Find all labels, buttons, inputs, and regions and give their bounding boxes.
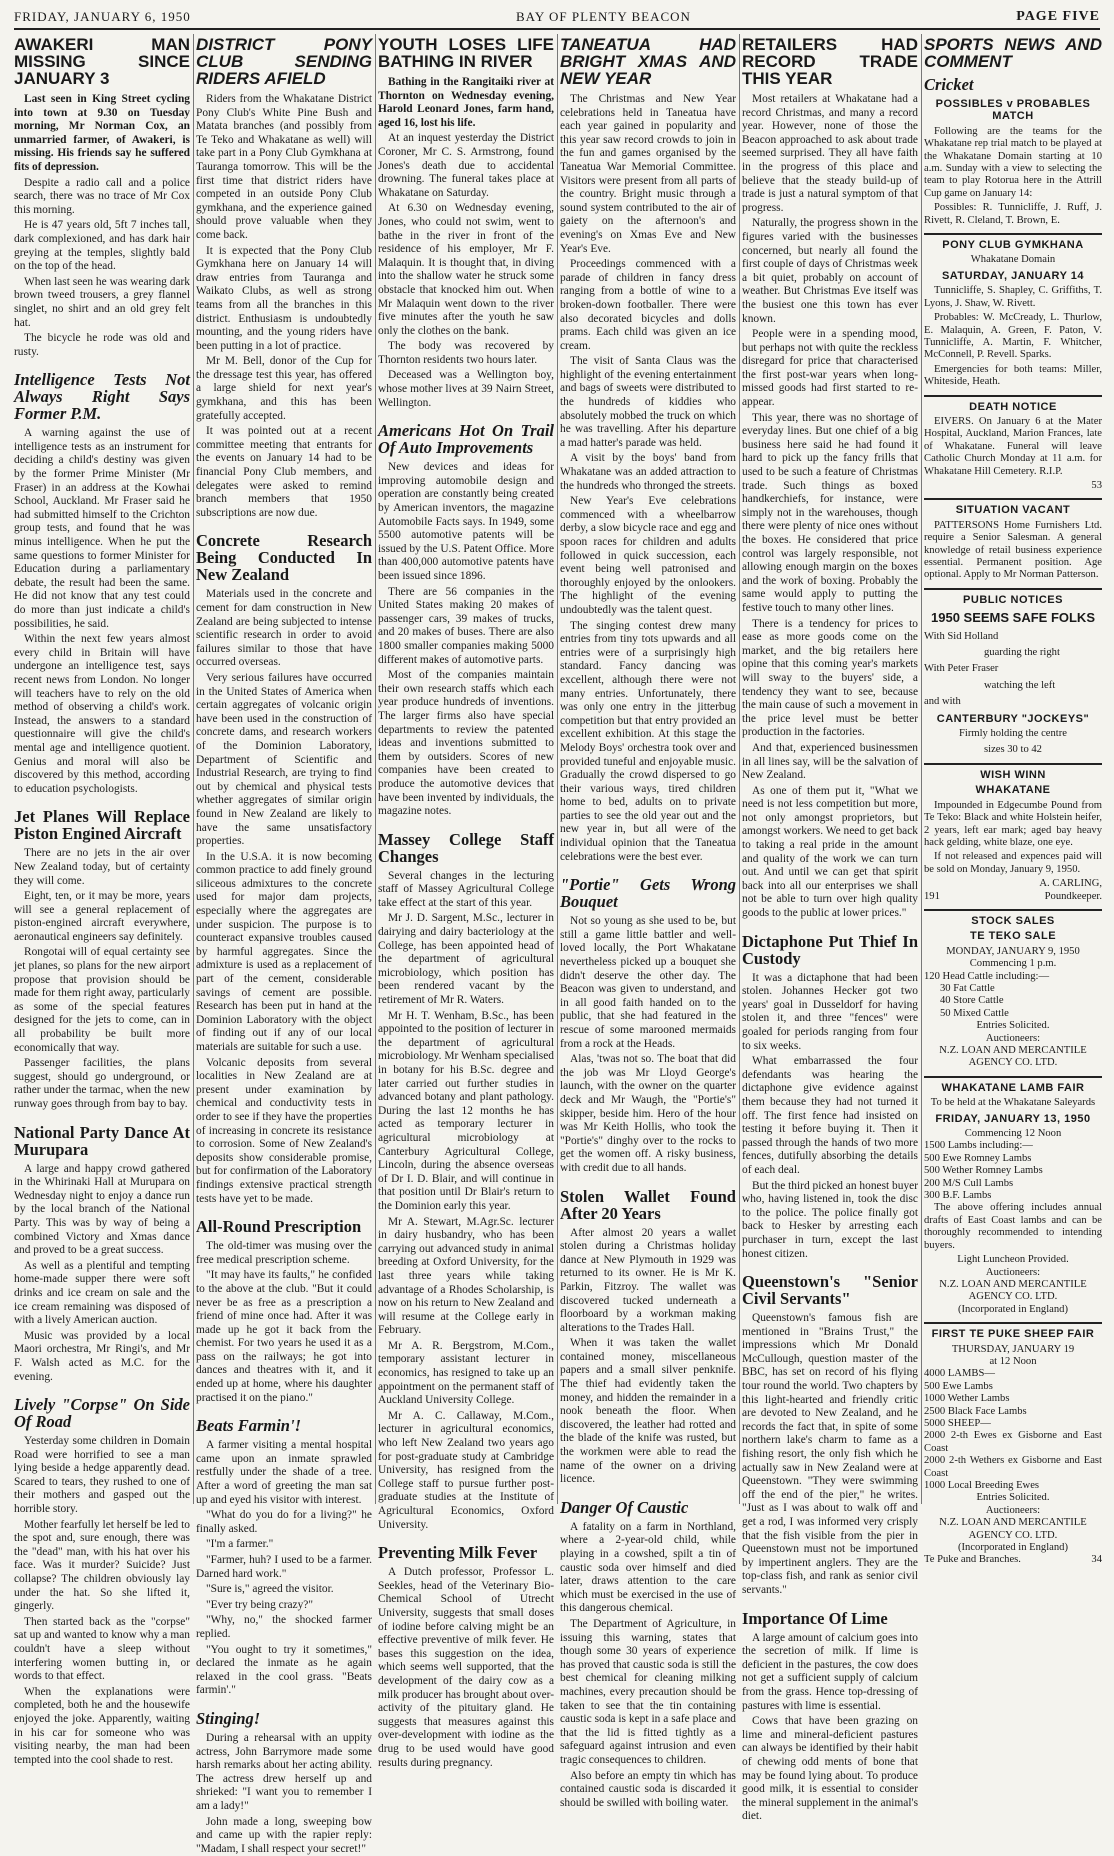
ad-line: guarding the right	[924, 647, 1102, 659]
list-item: 500 Ewe Lambs	[924, 1381, 1102, 1393]
signature-row	[924, 891, 1102, 903]
sale-time: Commencing 1 p.m.	[924, 958, 1102, 970]
list-item: 1000 Local Breeding Ewes	[924, 1480, 1102, 1492]
headline: Dictaphone Put Thief In Custody	[742, 933, 918, 967]
paragraph: A visit by the boys' band from Whakatane was an added attraction to the hundreds who thronged the streets.	[560, 452, 736, 493]
paragraph: There are 56 companies in the United States making 20 makes of passenger cars, 39 makes of trucks, and 20 makes of buses. There are also 1800 smaller companies making 5000 different makes of automotive parts.	[378, 586, 554, 668]
column-rule	[375, 34, 376, 1504]
headline: Queenstown's "Senior Civil Servants"	[742, 1273, 918, 1307]
list-item: 2000 2-th Ewes ex Gisborne and East Coast	[924, 1430, 1102, 1455]
sale-list	[924, 971, 1102, 1021]
ad-number: 191	[924, 891, 940, 903]
paragraph: Proceedings commenced with a parade of children in fancy dress ranging from a bottle of wine to a broken-down footballer. There were also decorated bicycles and dolls prams. Each child was given an ice cream.	[560, 258, 736, 353]
issue-date: FRIDAY, JANUARY 6, 1950	[14, 9, 191, 25]
headline: Intelligence Tests Not Always Right Says Former P.M.	[14, 371, 190, 422]
paragraph: Most retailers at Whakatane had a record Christmas, and many a record year. However, none of those the Beacon approached to ask about trade seemed surprised. They all have faith in the progress of this place and believe that the steady build-up of trade is just a natural symptom of that progress.	[742, 93, 918, 215]
page-number: PAGE FIVE	[1016, 9, 1100, 25]
paragraph: Rongotai will of equal certainty see jet planes, so plans for the new airport propose that provision should be made for them right away, particularly as some of the special features designed for the jets to come, can in all probability be built more economically that way.	[14, 946, 190, 1055]
paragraph: "Farmer, huh? I used to be a farmer. Darned hard work."	[196, 1554, 372, 1581]
paragraph: Most of the companies maintain their own research staffs which each year produce hundreds of inventions. The larger firms also have special departments to review the patented ideas and inventions submitted to them by outsiders. Scores of new companies have been created to produce the automotive devices that have been invented by individuals, the magazine notes.	[378, 669, 554, 819]
column-6	[924, 34, 1102, 1504]
headline: Importance Of Lime	[742, 1610, 918, 1627]
ad-line: Entries Solicited.	[924, 1492, 1102, 1504]
paragraph: Possibles: R. Tunnicliffe, J. Ruff, J. Rivett, R. Cleland, T. Brown, E.	[924, 202, 1102, 227]
list-item: 2500 Black Face Lambs	[924, 1406, 1102, 1418]
column-1	[14, 34, 190, 1504]
sale-date: FRIDAY, JANUARY 13, 1950	[924, 1113, 1102, 1125]
paragraph: When the explanations were completed, both he and the housewife enjoyed the joke. Apparently, waiting in his car for someone who was visiting nearby, the man had been tempted into the cool shade to rest.	[14, 1686, 190, 1768]
paragraph: During a rehearsal with an uppity actress, John Barrymore made some harsh remarks about her acting ability. The actress drew herself up and shrieked: "I want you to remember I am a lady!"	[196, 1732, 372, 1814]
column-4	[560, 34, 736, 1504]
paragraph: There are no jets in the air over New Zealand today, but of certainty they will come.	[14, 847, 190, 888]
headline: Americans Hot On Trail Of Auto Improvements	[378, 422, 554, 456]
box-subheading: WHAKATANE	[924, 784, 1102, 796]
paragraph: Alas, 'twas not so. The boat that did the job was Mr Lloyd George's launch, with the owner on the quarter deck and Mr Waugh, the "Portie's" skipper, beside him. Hero of the hour was Mr Keith Hollis, who took the "Portie's" dinghy over to the rocks to get the women off. A risky business, with credit due to all hands.	[560, 1053, 736, 1175]
paragraph: A large amount of calcium goes into the secretion of milk. If lime is deficient in the pastures, the cow does not get a sufficient supply of calcium from the grass. Hence top-dressing of pastures with lime is essential.	[742, 1632, 918, 1714]
column-rule	[193, 34, 194, 1504]
paragraph: The body was recovered by Thornton residents two hours later.	[378, 340, 554, 367]
paper-name: BAY OF PLENTY BEACON	[516, 9, 691, 25]
headline: "Portie" Gets Wrong Bouquet	[560, 876, 736, 910]
paragraph: "I'm a farmer."	[196, 1538, 372, 1552]
box-heading: STOCK SALES	[924, 915, 1102, 927]
paragraph: Impounded in Edgecumbe Pound from Te Teko: Black and white Holstein heifer, 2 years, left ear mark; aged bay heavy hack gelding, white blaze, one eye.	[924, 800, 1102, 850]
paragraph: "Why, no," the shocked farmer replied.	[196, 1614, 372, 1641]
list-item: 1000 Wether Lambs	[924, 1393, 1102, 1405]
divider	[924, 1322, 1102, 1324]
paragraph: When it was taken the wallet contained money, miscellaneous papers and a small silver penknife. The thief had evidently taken the money, and hidden the remainder in a nook beneath the floor. When discovered, the leather had rotted and the blade of the knife was rusted, but the workmen were able to read the name of the owner on a driving licence.	[560, 1337, 736, 1487]
paragraph: Mr J. D. Sargent, M.Sc., lecturer in dairying and dairy bacteriology at the College, has been appointed head of the department of agricultural microbiology, which position has been rendered vacant by the retirement of Mr R. Waters.	[378, 912, 554, 1007]
paragraph: There is a tendency for prices to ease as more goods come on the market, and the big retailers here opine that this coming year's markets will sway to the buyers' side, a tendency they want to see, because the main cause of such a movement in the price level must be better production in the factories.	[742, 618, 918, 740]
paragraph: What embarrassed the four defendants was hearing the dictaphone give evidence against them because they had not turned it off. The first fence had insisted on testing it before buying it. Then it passed through the hands of two more fences, dutifully absorbing the details of each deal.	[742, 1055, 918, 1177]
lead-paragraph: Last seen in King Street cycling into town at 9.30 on Tuesday morning, Mr Norman Cox, an unmarried farmer, of Awakeri, is missing. His friends say he suffered fits of depression.	[14, 93, 190, 175]
divider	[924, 1076, 1102, 1078]
ad-number: 34	[1091, 1554, 1102, 1566]
paragraph: Mr A. R. Bergstrom, M.Com., temporary assistant lecturer in economics, has resigned to take up an appointment on the permanent staff of Auckland University College.	[378, 1340, 554, 1408]
paragraph: Mr M. Bell, donor of the Cup for the dressage test this year, has offered a large shield for next year's gymkhana, and this has been gratefully accepted.	[196, 355, 372, 423]
paragraph: Probables: W. McCready, L. Thurlow, E. Malaquin, A. Green, F. Paton, V. Tunnicliffe, A. Martin, F. Whitcher, McConnell, P. Revell. Sparks.	[924, 312, 1102, 362]
paragraph: Also before an empty tin which has contained caustic soda is discarded it should be swilled with boiling water.	[560, 1770, 736, 1811]
ad-line: Firmly holding the centre	[924, 728, 1102, 740]
paragraph: After almost 20 years a wallet stolen during a Christmas holiday dance at New Plymouth in 1929 was returned to its owner. He is Mr K. Parkin, Fitzroy. The wallet was discovered tucked underneath a floorboard by a workman making alterations to the Trades Hall.	[560, 1227, 736, 1336]
ad-line: Auctioneers:	[924, 1267, 1102, 1279]
ad-line: Te Puke and Branches.	[924, 1554, 1021, 1566]
box-heading: PONY CLUB GYMKHANA	[924, 239, 1102, 251]
masthead	[14, 6, 1100, 30]
ad-line: With Sid Holland	[924, 631, 1102, 643]
box-heading: SITUATION VACANT	[924, 504, 1102, 516]
column-5	[742, 34, 918, 1504]
paragraph: A Dutch professor, Professor L. Seekles, head of the Veterinary Bio-Chemical School of Utrecht University, suggests that small doses of iodine before calving might be an effective preventive of milk fever. He bases this suggestion on the idea, which seems well supported, that the development of the dairy cow as a milk producer has brought about over-activity of the pituitary gland. He suggests that measures against this over-development with iodine as the drug to be used would have good results during pregnancy.	[378, 1566, 554, 1770]
paragraph: Mother fearfully let herself be led to the spot and, sure enough, there was the "dead" man, with his hat over his face. Was it murder? Suicide? Just collapse? The children obviously lay under the hat. So she lifted it, gingerly.	[14, 1519, 190, 1614]
paragraph: The Christmas and New Year celebrations held in Taneatua have each year gained in popularity and this year saw record crowds to join in the fun and games organised by the Taneatua War Memorial Committee. Visitors were present from all parts of the country. Bright music through a sound system contributed to the air of gaiety on the afternoon's and evening's on Xmas Eve and New Year's Eve.	[560, 93, 736, 256]
ad-line: Auctioneers:	[924, 1033, 1102, 1045]
paragraph: Tunnicliffe, S. Shapley, C. Griffiths, T. Lyons, J. Shaw, W. Rivett.	[924, 285, 1102, 310]
ad-headline: 1950 SEEMS SAFE FOLKS	[924, 612, 1102, 624]
headline: Massey College Staff Changes	[378, 831, 554, 865]
divider	[924, 233, 1102, 235]
paragraph: Mr H. T. Wenham, B.Sc., has been appointed to the position of lecturer in the department of agricultural microbiology. Mr Wenham specialised in botany for his B.Sc. degree and later carried out further studies in advanced botany and plant pathology. During the last 12 months he has acted as temporary lecturer in agricultural microbiology at Canterbury Agricultural College, Lincoln, during the absence overseas of Dr I. D. Blair, and will continue in that position until Dr Blair's return to the Dominion early this year.	[378, 1010, 554, 1214]
paragraph: But the third picked an honest buyer who, having listened in, took the disc to the police. The police finally got back to Hesker by arresting each purchaser in turn, except the last honest citizen.	[742, 1180, 918, 1262]
ad-line: N.Z. LOAN AND MERCANTILE AGENCY CO. LTD.	[924, 1045, 1102, 1070]
paragraph: At an inquest yesterday the District Coroner, Mr C. S. Armstrong, found Jones's death due to accidental drowning. The funeral takes place at Whakatane on Saturday.	[378, 132, 554, 200]
ad-line: watching the left	[924, 680, 1102, 692]
paragraph: In the U.S.A. it is now becoming common practice to add finely ground siliceous admixtures to the concrete used for major dam projects, especially where the aggregates are under suspicion. The purpose is to counteract expansive troubles caused by harmful aggregates. Since the admixture is used as a replacement of part of the cement, considerable savings of cement are possible. Research has been put in hand at the Dominion Laboratory with the object of finding out if any of our local materials are suitable for such a use.	[196, 851, 372, 1055]
box-date: SATURDAY, JANUARY 14	[924, 270, 1102, 282]
paragraph: Within the next few years almost every child in Britain will have undergone an intelligence test, says recent news from London. No longer will teachers have to rely on the old method of observing a child's work. Instead, the answers to a standard questionnaire will give the child's mental age and intelligence quotient. Genius and moral will also be discovered by this method, according to education psychologists.	[14, 633, 190, 796]
column-3	[378, 34, 554, 1504]
list-item: 4000 LAMBS—	[924, 1368, 1102, 1380]
ad-line: (Incorporated in England)	[924, 1542, 1102, 1554]
paragraph: He is 47 years old, 5ft 7 inches tall, dark complexioned, and has dark hair greying at the temples, slightly bald on the top of the head.	[14, 219, 190, 273]
divider	[924, 498, 1102, 500]
paragraph: Several changes in the lecturing staff of Massey Agricultural College take effect at the start of this year.	[378, 870, 554, 911]
list-item: 1500 Lambs including:—	[924, 1140, 1102, 1152]
paragraph: New Year's Eve celebrations commenced with a wheelbarrow derby, a slow bicycle race and egg and spoon races for children and adults followed in quick succession, each event being well patronised and thoroughly enjoyed by the onlookers. The highlight of the evening undoubtedly was the talent quest.	[560, 495, 736, 617]
column-rule	[557, 34, 558, 1504]
signature-role: Poundkeeper.	[1045, 891, 1102, 903]
box-heading: PUBLIC NOTICES	[924, 594, 1102, 606]
paragraph: A fatality on a farm in Northland, where a 2-year-old child, while playing in a cowshed, spilt a tin of caustic soda over himself and died later, draws attention to the care which must be exercised in the use of this dangerous chemical.	[560, 1521, 736, 1616]
paragraph: A farmer visiting a mental hospital came upon an inmate sprawled restfully under the shade of a tree. After a word of greeting the man sat up and eyed his visitor with interest.	[196, 1439, 372, 1507]
column-rule	[921, 34, 922, 1504]
paragraph: Deceased was a Wellington boy, whose mother lives at 39 Nairn Street, Wellington.	[378, 369, 554, 410]
section-title: SPORTS NEWS AND COMMENT	[924, 36, 1102, 70]
headline: Concrete Research Being Conducted In New Zealand	[196, 532, 372, 583]
list-item: 120 Head Cattle including:—	[924, 971, 1102, 983]
list-item: 300 B.F. Lambs	[924, 1190, 1102, 1202]
paragraph: "You ought to try it sometimes," declared the inmate as he again relaxed in the cool grass. "Beats farmin'."	[196, 1644, 372, 1698]
list-item: 30 Fat Cattle	[924, 983, 1102, 995]
paragraph: People were in a spending mood, but perhaps not with quite the reckless disregard for price that characterised the first post-war years when long-missed goods had first started to re-appear.	[742, 328, 918, 410]
headline: Jet Planes Will Replace Piston Engined Aircraft	[14, 808, 190, 842]
headline: YOUTH LOSES LIFE BATHING IN RIVER	[378, 36, 554, 70]
paragraph: Riders from the Whakatane District Pony Club's White Pine Bush and Matata branches (and possibly from Te Teko and Whakatane as well) will take part in a Pony Club Gymkhana at Tauranga tomorrow. This will be the first time that district riders have competed in an outside Pony Club gymkhana, and the experience gained should prove valuable when they come back.	[196, 93, 372, 243]
paragraph: New devices and ideas for improving automobile design and operation are constantly being created by American inventors, the magazine Automobile Facts says. In 1949, some 5500 automotive patents will be issued by the U.S. Patent Office. More than 400,000 automotive patents have been issued since 1896.	[378, 461, 554, 583]
paragraph: EIVERS. On January 6 at the Mater Hospital, Auckland, Marion Frances, late of Whakatane. Funeral will leave Catholic Church Monday at 11 a.m. for Whakatane Hill Cemetery. R.I.P.	[924, 416, 1102, 478]
paragraph: Music was provided by a local Maori orchestra, Mr Ringi's, and Mr F. Walsh acted as M.C. for the evening.	[14, 1330, 190, 1384]
ad-line: To be held at the Whakatane Saleyards	[924, 1097, 1102, 1109]
signature-row	[924, 1554, 1102, 1566]
paragraph: A warning against the use of intelligence tests as an instrument for deciding a child's destiny was given by the former Prime Minister (Mr Fraser) in an address at the Kowhai School, Auckland. Mr Fraser said he had submitted himself to the Crichton group tests, and found that he was minus intelligence. When he put the same questions to former Minister for Education during a parliamentary debate, the result had been the same. He did not know that any test could do more than just indicate a child's possibilities, he said.	[14, 427, 190, 631]
ad-line: sizes 30 to 42	[924, 744, 1102, 756]
headline: Stolen Wallet Found After 20 Years	[560, 1188, 736, 1222]
sale-time: Commencing 12 Noon	[924, 1128, 1102, 1140]
section-subtitle: Cricket	[924, 76, 1102, 93]
paragraph: "Sure is," agreed the visitor.	[196, 1583, 372, 1597]
divider	[924, 395, 1102, 397]
headline: Lively "Corpse" On Side Of Road	[14, 1396, 190, 1430]
paragraph: Volcanic deposits from several localities in New Zealand are at present under examination by chemical and conductivity tests in order to see if they have the properties of increasing in concrete its resistance to corrosion. Some of New Zealand's deposits show considerable promise, but for confirmation of the Laboratory findings extensive practical strength tests have yet to be made.	[196, 1057, 372, 1207]
box-heading: POSSIBLES v PROBABLES MATCH	[924, 98, 1102, 123]
paragraph: It is expected that the Pony Club Gymkhana here on January 14 will draw entries from Tauranga and Waikato Clubs, as well as strong teams from all the branches in this district. Enthusiasm is undoubtedly mounting, and the young riders have been putting in a lot of practice.	[196, 245, 372, 354]
paragraph: If not released and expences paid will be sold on Monday, January 9, 1950.	[924, 851, 1102, 876]
sale-list	[924, 1140, 1102, 1202]
paragraph: Passenger facilities, the plans suggest, should go underground, or rather under the tarmac, when the new runway goes through from bay to bay.	[14, 1057, 190, 1111]
paragraph: The bicycle he rode was old and rusty.	[14, 332, 190, 359]
list-item: 200 M/S Cull Lambs	[924, 1178, 1102, 1190]
sale-date: MONDAY, JANUARY 9, 1950	[924, 946, 1102, 958]
headline: Stinging!	[196, 1710, 372, 1727]
sale-date: THURSDAY, JANUARY 19	[924, 1344, 1102, 1356]
ad-line: N.Z. LOAN AND MERCANTILE AGENCY CO. LTD.	[924, 1517, 1102, 1542]
ad-line: Auctioneers:	[924, 1505, 1102, 1517]
paragraph: The singing contest drew many entries from tiny tots upwards and all entries were of a surprisingly high standard. Fancy dancing was excellent, although there were not many entries. Unfortunately, there was only one entry in the jitterbug competition but that entry provided an excellent exhibition. At this stage the Melody Boys' orchestra took over and provided tuneful and enjoyable music. Gradually the crowd dispersed to go their various ways, tired children home to bed, adults on to private parties to see the old year out and the new year in, but all were of the individual opinion that the Taneatua celebrations were the best ever.	[560, 620, 736, 865]
list-item: 2000 2-th Wethers ex Gisborne and East Coast	[924, 1455, 1102, 1480]
ad-line: With Peter Fraser	[924, 663, 1102, 675]
paragraph: It was pointed out at a recent committee meeting that entrants for the events on January 14 had to be financial Pony Club members, and delegates were asked to remind branch members that 1950 subscriptions are now due.	[196, 425, 372, 520]
paragraph: "It may have its faults," he confided to the above at the club. "But it could never be as free as a prescription a friend of mine once had. After it was made up he got it back from the chemist. For two years he used it as a pass on the railways; he got into dances and theatres with it, and it ended up at home, where his daughter practised it on the piano."	[196, 1269, 372, 1405]
paragraph: A large and happy crowd gathered in the Whirinaki Hall at Murupara on Wednesday night to enjoy a dance run by the local branch of the National Party. This was by way of being a combined Victory and Xmas dance and proved to be a great success.	[14, 1163, 190, 1258]
ad-line: (Incorporated in England)	[924, 1304, 1102, 1316]
paragraph: Emergencies for both teams: Miller, Whiteside, Heath.	[924, 364, 1102, 389]
box-heading: FIRST TE PUKE SHEEP FAIR	[924, 1328, 1102, 1340]
divider	[924, 588, 1102, 590]
headline: Preventing Milk Fever	[378, 1544, 554, 1561]
list-item: 500 Ewe Romney Lambs	[924, 1153, 1102, 1165]
divider	[924, 909, 1102, 911]
paragraph: At 6.30 on Wednesday evening, Jones, who could not swim, went to bathe in the river in front of the residence of his employer, Mr F. Malaquin. It is thought that, in diving into the shallow water he struck some obstacle that knocked him out. When Mr Malaquin went down to the river five minutes after the youth he saw only the clothes on the bank.	[378, 202, 554, 338]
box-heading: WHAKATANE LAMB FAIR	[924, 1082, 1102, 1094]
headline: RETAILERS HAD RECORD TRADE THIS YEAR	[742, 36, 918, 87]
paragraph: Eight, ten, or it may be more, years will see a general replacement of piston-engined aircraft everywhere, aeronautical engineers say definitely.	[14, 890, 190, 944]
ad-line: Light Luncheon Provided.	[924, 1254, 1102, 1266]
column-2	[196, 34, 372, 1504]
headline: DISTRICT PONY CLUB SENDING RIDERS AFIELD	[196, 36, 372, 87]
ad-line: Entries Solicited.	[924, 1020, 1102, 1032]
headline: TANEATUA HAD BRIGHT XMAS AND NEW YEAR	[560, 36, 736, 87]
box-heading: WISH WINN	[924, 769, 1102, 781]
paragraph: Cows that have been grazing on lime and mineral-deficient pastures can always be identified by their habit of chewing odd ments of bone that may be found lying about. To produce good milk, it is essential to consider the mineral supplement in the animal's diet.	[742, 1715, 918, 1824]
paragraph: Yesterday some children in Domain Road were horrified to see a man lying beside a hedge apparently dead. Scared to tears, they rushed to one of their mothers and gasped out the horrible story.	[14, 1435, 190, 1517]
signature-name: A. CARLING,	[924, 878, 1102, 890]
paragraph: When last seen he was wearing dark brown tweed trousers, a grey flannel singlet, no shirt and an old grey felt hat.	[14, 276, 190, 330]
paragraph: As one of them put it, "What we need is not less competition but more, not only amongst proprietors, but amongst workers. We need to get back to taking a real pride in the amount and quality of the work we can turn out. And until we can get that spirit back into all our enterprises we shall not be able to turn over high quality goods to the public at lower prices."	[742, 785, 918, 921]
list-item: 50 Mixed Cattle	[924, 1008, 1102, 1020]
paragraph: Queenstown's famous fish are mentioned in "Brains Trust," the impressions which Mr Donald McCullough, question master of the BBC, has set on record of his flying tour round the world. Two chapters by this light-hearted and friendly critic are devoted to New Zealand, and he records the fact that, in spite of some northern lake's charm to fame as a fishing resort, the only fish which he actually saw in New Zealand were at Queenstown. "They were swimming off the end of the pier," he writes. "Just as I was about to walk off and get a rod, I was informed very crisply that the fish visible from the pier in Queenstown must not be importuned by impertinent anglers. They are the top-class fish, and rank as senior civil servants."	[742, 1312, 918, 1597]
paragraph: Naturally, the progress shown in the figures varied with the businesses concerned, but nearly all found the first couple of days of Christmas week a bit quiet, probably on account of weather. But Christmas Eve itself was the busiest one this town has ever known.	[742, 217, 918, 326]
paragraph: As well as a plentiful and tempting home-made supper there were soft drinks and ice cream on sale and the ice cream remaining was disposed of with a lively American auction.	[14, 1260, 190, 1328]
paragraph: This year, there was no shortage of everyday lines. But one chief of a big business here said he had found it hard to pick up the fancy frills that used to be such a feature of Christmas trade. Such things as boxed handkerchiefs, for instance, were simply not in the warehouses, though there were plenty of nice ones without the boxes. He considered that price control was largely responsible, not allowing enough margin on the boxes and the work of boxing. Probably the same would apply to putting the festive touch to many other lines.	[742, 412, 918, 616]
list-item: 5000 SHEEP—	[924, 1418, 1102, 1430]
column-rule	[739, 34, 740, 1504]
ad-line: CANTERBURY "JOCKEYS"	[924, 713, 1102, 725]
paragraph: The old-timer was musing over the free medical prescription scheme.	[196, 1240, 372, 1267]
paragraph: PATTERSONS Home Furnishers Ltd. require a Senior Salesman. A general knowledge of retail business experience essential. Permanent position. Age optional. Apply to Mr Norman Patterson.	[924, 520, 1102, 582]
headline: Beats Farmin'!	[196, 1417, 372, 1434]
paragraph: The Department of Agriculture, in issuing this warning, states that though some 30 years of experience has proved that caustic soda is still the best chemical for cleaning milking machines, every precaution should be taken to see that the tin containing caustic soda is kept in a safe place and that the lid is fitted tightly as a safeguard against intrusion and even tragic consequences to children.	[560, 1618, 736, 1768]
paragraph: "What do you do for a living?" he finally asked.	[196, 1509, 372, 1536]
paragraph: Then started back as the "corpse" sat up and wanted to know why a man couldn't have a sleep without interfering women butting in, or words to that effect.	[14, 1616, 190, 1684]
paragraph: The visit of Santa Claus was the highlight of the evening entertainment and bags of sweets were distributed to the hundreds of kiddies who absolutely mobbed the truck on which he was travelling. After his departure a mad hatter's parade was held.	[560, 355, 736, 450]
paragraph: John made a long, sweeping bow and came up with the rapier reply: "Madam, I shall respect your secret!"	[196, 1816, 372, 1856]
ad-line: and with	[924, 696, 1102, 708]
ad-number: 53	[924, 480, 1102, 492]
paragraph: Mr A. Stewart, M.Agr.Sc. lecturer in dairy husbandry, who has been carrying out advanced study in animal breeding at Oxford University, for the last three years while taking advantage of a Rhodes Scholarship, is now on his return to New Zealand and will resume at the College early in February.	[378, 1216, 554, 1338]
paragraph: Following are the teams for the Whakatane rep trial match to be played at the Whakatane Domain starting at 10 a.m. Sunday with a view to selecting the team to play Rotorua here in the Attrill Cup game on January 14:	[924, 126, 1102, 200]
ad-line: N.Z. LOAN AND MERCANTILE AGENCY CO. LTD.	[924, 1279, 1102, 1304]
box-heading: TE TEKO SALE	[924, 930, 1102, 942]
box-heading: DEATH NOTICE	[924, 401, 1102, 413]
paragraph: And that, experienced businessmen in all lines say, will be the salvation of New Zealand.	[742, 742, 918, 783]
paragraph: Very serious failures have occurred in the United States of America when certain aggregates of volcanic origin have been used in the construction of concrete dams, and research workers of the Dominion Laboratory, Department of Scientific and Industrial Research, are trying to find out by chemical and physical tests whether aggregates of similar origin found in New Zealand are likely to have the same unsatisfactory properties.	[196, 672, 372, 849]
paragraph: Despite a radio call and a police search, there was no trace of Mr Cox this morning.	[14, 177, 190, 218]
paragraph: The above offering includes annual drafts of East Coast lambs and can be thoroughly recommended to intending buyers.	[924, 1202, 1102, 1252]
paragraph: Materials used in the concrete and cement for dam construction in New Zealand are being subjected to intense scientific research in order to avoid failures similar to those that have occurred overseas.	[196, 588, 372, 670]
box-subheading: Whakatane Domain	[924, 254, 1102, 266]
headline: All-Round Prescription	[196, 1218, 372, 1235]
list-item: 500 Wether Romney Lambs	[924, 1165, 1102, 1177]
sale-list	[924, 1368, 1102, 1492]
divider	[924, 763, 1102, 765]
headline: National Party Dance At Murupara	[14, 1124, 190, 1158]
list-item: 40 Store Cattle	[924, 995, 1102, 1007]
headline: AWAKERI MAN MISSING SINCE JANUARY 3	[14, 36, 190, 87]
paragraph: Mr A. C. Callaway, M.Com., lecturer in agricultural economics, who left New Zealand two years ago for post-graduate study at Cambridge University, has resigned from the College staff to pursue further post-graduate studies at the Institute of Agricultural Economics, Oxford University.	[378, 1410, 554, 1532]
paragraph: Not so young as she used to be, but still a game little battler and well-loved locally, the Port Whakatane nevertheless picked up a bouquet she didn't deserve the other day. The Beacon was given to understand, and in all good faith handed on to the public, that she had featured in the rescue of some marooned mermaids from a rock at the Heads.	[560, 915, 736, 1051]
lead-paragraph: Bathing in the Rangitaiki river at Thornton on Wednesday evening, Harold Leonard Jones, farm hand, aged 16, lost his life.	[378, 76, 554, 130]
sale-time: at 12 Noon	[924, 1356, 1102, 1368]
paragraph: "Ever try being crazy?"	[196, 1599, 372, 1613]
headline: Danger Of Caustic	[560, 1499, 736, 1516]
paragraph: It was a dictaphone that had been stolen. Johannes Hecker got two years' goal in Dusseldorf for having stolen it, and three "fences" were goaled for periods ranging from four to six weeks.	[742, 972, 918, 1054]
